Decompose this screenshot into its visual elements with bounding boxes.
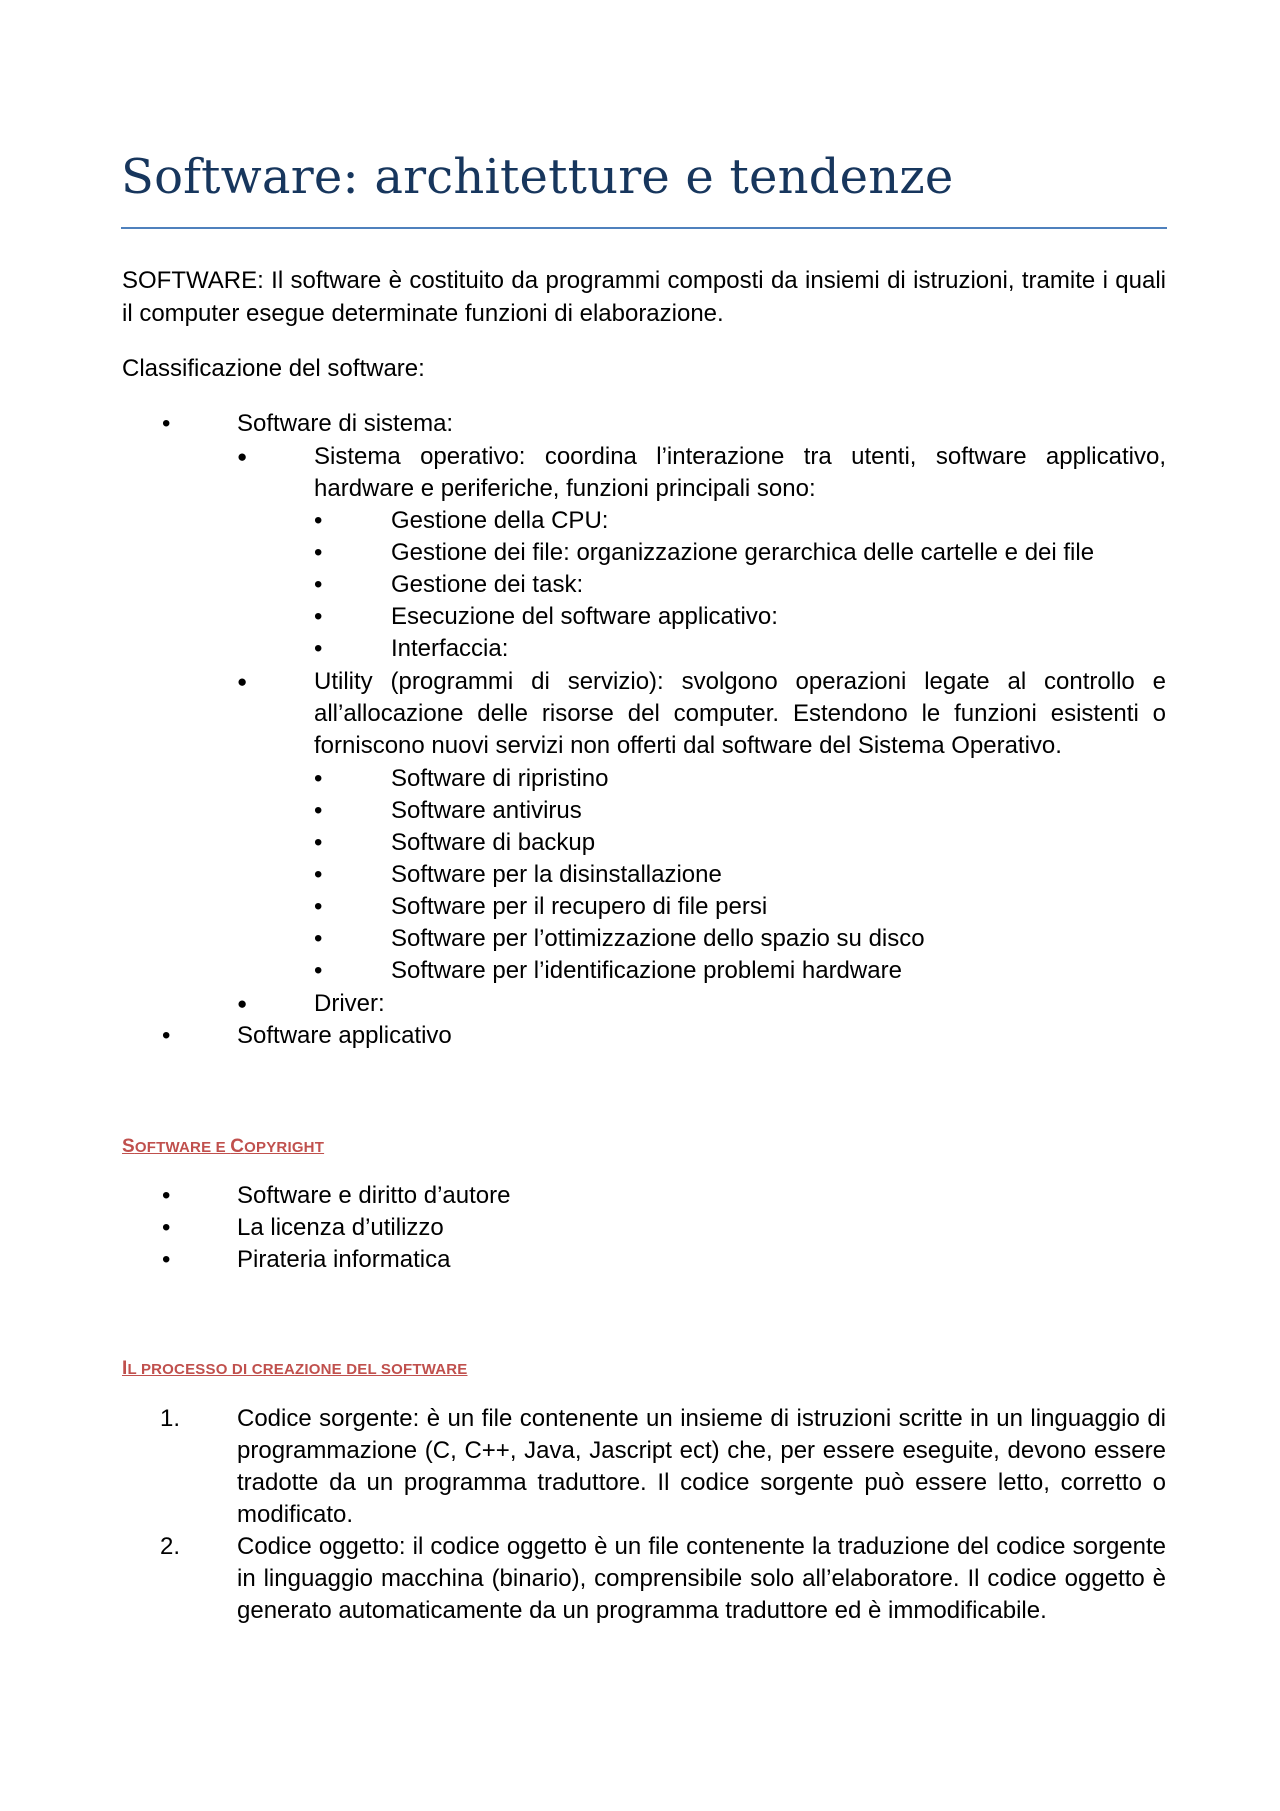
driver-label: Driver:	[314, 990, 385, 1017]
utility-item: Software di backup	[391, 829, 596, 856]
bullet-icon: •	[314, 893, 323, 920]
bullet-icon: •	[314, 507, 323, 534]
section-heading-process	[122, 1358, 468, 1380]
os-item: Gestione dei task:	[391, 571, 584, 598]
bullet-icon: •	[162, 1246, 171, 1273]
heading-initial: I	[122, 1358, 128, 1379]
classification-label: Classificazione del software:	[122, 355, 425, 382]
title-underline	[121, 227, 1167, 229]
os-item: Interfaccia:	[391, 635, 509, 662]
bullet-icon: •	[314, 925, 323, 952]
bullet-icon: ●	[237, 672, 248, 691]
bullet-icon: •	[314, 797, 323, 824]
os-description: Sistema operativo: coordina l’interazione tra utenti, software applicativo, hardware e periferiche, funzioni principali sono:	[314, 443, 1166, 502]
copyright-item: Software e diritto d’autore	[237, 1182, 511, 1209]
bullet-icon: •	[314, 603, 323, 630]
bullet-icon: •	[314, 861, 323, 888]
bullet-icon: •	[314, 765, 323, 792]
os-item: Gestione dei file: organizzazione gerarchica delle cartelle e dei file	[391, 539, 1095, 566]
heading-initial: C	[230, 1136, 245, 1157]
utility-item: Software per la disinstallazione	[391, 861, 722, 888]
bullet-icon: ●	[237, 994, 248, 1013]
document-title: Software: architetture e tendenze	[121, 149, 954, 205]
utility-item: Software di ripristino	[391, 765, 609, 792]
heading-initial: S	[122, 1136, 135, 1157]
bullet-icon: •	[162, 410, 171, 437]
heading-text: L PROCESSO DI CREAZIONE DEL SOFTWARE	[127, 1361, 468, 1378]
bullet-icon: •	[162, 1214, 171, 1241]
copyright-item: La licenza d’utilizzo	[237, 1214, 444, 1241]
bullet-icon: •	[162, 1022, 171, 1049]
utility-item: Software per l’ottimizzazione dello spazio su disco	[391, 925, 925, 952]
bullet-icon: •	[314, 539, 323, 566]
copyright-item: Pirateria informatica	[237, 1246, 451, 1273]
list-number: 2.	[160, 1533, 181, 1560]
os-item: Esecuzione del software applicativo:	[391, 603, 778, 630]
bullet-icon: •	[162, 1182, 171, 1209]
utility-item: Software per l’identificazione problemi hardware	[391, 957, 902, 984]
process-item-object-code: Codice oggetto: il codice oggetto è un file contenente la traduzione del codice sorgente in linguaggio macchina (binario), comprensibile solo all’elaboratore. Il codice oggetto è generato automaticamente da un programma traduttore ed è immodificabile.	[237, 1533, 1166, 1624]
bullet-icon: •	[314, 635, 323, 662]
bullet-icon: •	[314, 829, 323, 856]
utility-item: Software antivirus	[391, 797, 582, 824]
utility-description: Utility (programmi di servizio): svolgono operazioni legate al controllo e all’allocazione delle risorse del computer. Estendono le funzioni esistenti o forniscono nuovi servizi non offerti dal software del Sistema Operativo.	[314, 668, 1166, 759]
utility-item: Software per il recupero di file persi	[391, 893, 768, 920]
bullet-icon: •	[314, 957, 323, 984]
intro-paragraph: SOFTWARE: Il software è costituito da programmi composti da insiemi di istruzioni, tramite i quali il computer esegue determinate funzioni di elaborazione.	[122, 267, 1166, 327]
section-heading-copyright	[122, 1136, 324, 1158]
list-number: 1.	[160, 1405, 181, 1432]
system-software-label: Software di sistema:	[237, 410, 454, 437]
heading-text: OPYRIGHT	[244, 1139, 325, 1156]
bullet-icon: •	[314, 571, 323, 598]
bullet-icon: ●	[237, 447, 248, 466]
application-software-label: Software applicativo	[237, 1022, 452, 1049]
process-item-source-code: Codice sorgente: è un file contenente un insieme di istruzioni scritte in un linguaggio di programmazione (C, C++, Java, Jascript ect) che, per essere eseguite, devono essere tradotte da un programma traduttore. Il codice sorgente può essere letto, corretto o modificato.	[237, 1405, 1166, 1528]
heading-text: OFTWARE E	[134, 1139, 231, 1156]
os-item: Gestione della CPU:	[391, 507, 609, 534]
